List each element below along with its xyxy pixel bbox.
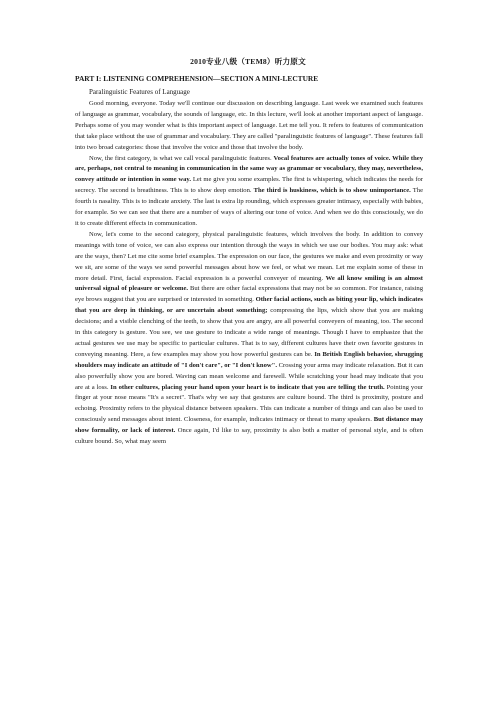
paragraph (75, 230, 423, 448)
bold-text-run: But distance may show formality, or lack of interest. (75, 416, 423, 435)
text-run: The fourth is nasality. This is to indicate anxiety. The last is extra lip rounding, which expresses greater intimacy, especially with babies, for example. So we can see that there are a number of ways of altering our tone of voice. And when we do this consciously, we do it to create different effects in communication. (75, 187, 423, 227)
text-run: But there are other facial expressions that may not be so common. For instance, raising eye brows suggest that you are surprised or interested in something. (75, 285, 423, 304)
bold-text-run: Vocal features are actually tones of voice. While they are, perhaps, not central to meaning in communication in the same way as grammar or vocabulary, they may, nevertheless, convey attitude or intention in some way. (75, 154, 423, 184)
text-run: Pointing your finger at your nose means "It's a secret". That's why we say that gestures are culture bound. The third is proximity, posture and echoing. Proximity refers to the physical distance between speakers. This can indicate a number of things and can also be used to consciously send messages about intent. Closeness, for example, indicates intimacy or threat to many speakers. (75, 383, 423, 424)
lecture-title: Paralinguistic Features of Language (89, 88, 190, 96)
paragraph (75, 99, 423, 154)
lecture-body (75, 99, 423, 699)
paragraph (75, 154, 423, 230)
text-run: Let me give you some examples. The first is whispering, which indicates the needs for secrecy. The second is breathiness. This is to show deep emotion. (75, 176, 423, 195)
text-run: compressing the lips, which show that you are making decisions; and a visible clenching of the teeth, to show that you are angry, are all powerful conveyers of meaning, too. The second in this category is gesture. You see, we use gesture to indicate a wide range of meanings. Though I have to emphasize that the actual gestures we use may be specific to particular cultures. That is to say, different cultures have their own favorite gestures in conveying meaning. Here, a few examples may show you how powerful gestures can be. (75, 307, 423, 358)
bold-text-run: The third is huskiness, which is to show unimportance. (253, 187, 411, 195)
text-run: Good morning, everyone. Today we'll continue our discussion on describing language. Last week we examined such features of language as grammar, vocabulary, the sounds of language, etc. In this lecture, we'll look at another important aspect of language. Perhaps some of you may wonder what is this important aspect of language. Let me tell you. It refers to features of communication that take place without the use of grammar and vocabulary. They are called "paralinguistic features of language". These features fall into two broad categories: those that involve the voice and those that involve the body. (75, 100, 423, 151)
bold-text-run: In British English behavior, shrugging shoulders may indicate an attitude of "I don't care", or "I don't know". (75, 350, 423, 369)
text-run: Crossing your arms may indicate relaxation. But it can also powerfully show you are bored. Waving can mean welcome and farewell. While scratching your head may indicate that you are at a loss. (75, 361, 423, 391)
bold-text-run: In other cultures, placing your hand upon your heart is to indicate that you are telling the truth. (110, 383, 385, 391)
document-title: 2010专业八级（TEM8）听力原文 (190, 57, 306, 66)
text-run: Now, the first category, is what we call vocal paralinguistic features. (89, 154, 274, 162)
text-run: Now, let's come to the second category, physical paralinguistic features, which involves the body. In addition to convey meanings with tone of voice, we can also express our intention through the ways in which we use our bodies. You may ask: what are the ways, then? Let me cite some brief examples. The expression on our face, the gestures we make and even proximity or way we sit, are some of the ways we send powerful messages about how we feel, or what we mean. Let me explain some of these in more detail. First, facial expression. Facial expression is a powerful conveyer of meaning. (75, 230, 423, 282)
bold-text-run: Other facial actions, such as biting your lip, which indicates that you are deep in thinking, or are uncertain about something; (75, 296, 423, 315)
bold-text-run: We all know smiling is an almost universal signal of pleasure or welcome. (75, 274, 423, 293)
text-run: Once again, I'd like to say, proximity is also both a matter of personal style, and is often culture bound. So, what may seem (75, 427, 423, 446)
section-heading: PART I: LISTENING COMPREHENSION—SECTION A MINI-LECTURE (75, 74, 319, 83)
